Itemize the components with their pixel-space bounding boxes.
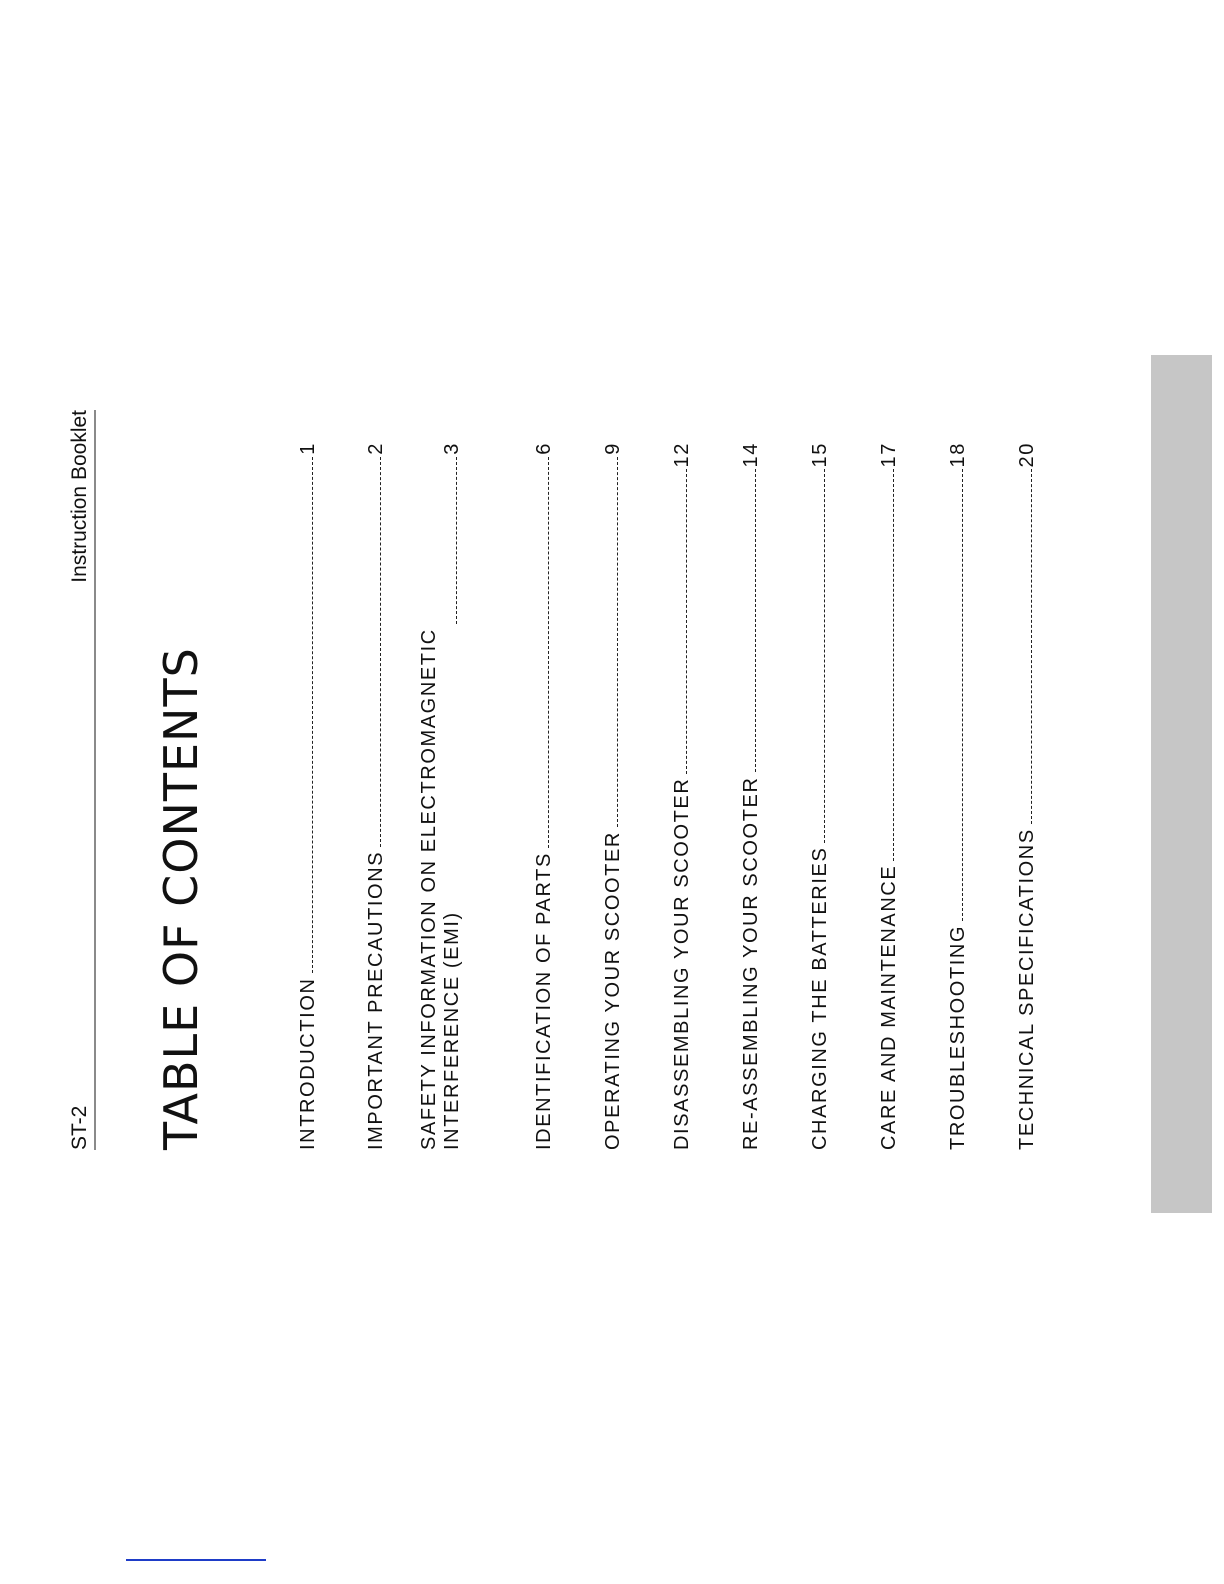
bottom-rule bbox=[126, 1559, 266, 1561]
toc-entry-troubleshooting[interactable] bbox=[910, 442, 970, 1150]
header-doc-title: Instruction Booklet bbox=[68, 410, 91, 583]
toc-entry-page: 14 bbox=[740, 442, 762, 468]
toc-entry-page: 17 bbox=[878, 442, 900, 468]
toc-entry-label: CHARGING THE BATTERIES bbox=[809, 846, 831, 1150]
toc-entry-charging[interactable] bbox=[772, 442, 832, 1150]
toc-entry-page: 20 bbox=[1016, 442, 1038, 468]
side-bar-highlight bbox=[1146, 355, 1151, 1213]
toc-entry-label: OPERATING YOUR SCOOTER bbox=[602, 831, 624, 1150]
dotted-leader bbox=[548, 457, 549, 848]
toc-entry-page: 9 bbox=[602, 442, 624, 455]
toc-entry-label: TROUBLESHOOTING bbox=[947, 924, 969, 1150]
gray-side-bar bbox=[1146, 355, 1212, 1213]
toc-entry-emi[interactable] bbox=[404, 442, 464, 1150]
toc-entry-label: IMPORTANT PRECAUTIONS bbox=[365, 850, 387, 1150]
toc-entry-page: 1 bbox=[297, 442, 319, 455]
rotated-page bbox=[62, 410, 1062, 1150]
toc-entry-label: SAFETY INFORMATION ON ELECTROMAGNETIC bbox=[418, 628, 440, 1150]
toc-entry-introduction[interactable] bbox=[260, 442, 320, 1150]
toc-entry-care[interactable] bbox=[841, 442, 901, 1150]
toc-entry-label: INTRODUCTION bbox=[297, 977, 319, 1150]
toc-entry-label: DISASSEMBLING YOUR SCOOTER bbox=[671, 777, 693, 1150]
page-title: TABLE OF CONTENTS bbox=[154, 647, 208, 1150]
toc-entry-page: 18 bbox=[947, 442, 969, 468]
toc-entry-label: RE-ASSEMBLING YOUR SCOOTER bbox=[740, 776, 762, 1150]
dotted-leader bbox=[312, 457, 313, 974]
dotted-leader bbox=[962, 469, 963, 920]
page-header bbox=[68, 410, 96, 1150]
toc-entry-specifications[interactable] bbox=[979, 442, 1039, 1150]
dotted-leader bbox=[456, 457, 457, 624]
toc-entry-label: IDENTIFICATION OF PARTS bbox=[533, 852, 555, 1150]
dotted-leader bbox=[824, 469, 825, 842]
toc-entry-label: CARE AND MAINTENANCE bbox=[878, 864, 900, 1150]
dotted-leader bbox=[380, 457, 381, 847]
dotted-leader bbox=[755, 469, 756, 772]
header-doc-code: ST-2 bbox=[68, 1105, 91, 1150]
toc-entry-precautions[interactable] bbox=[328, 442, 388, 1150]
dotted-leader bbox=[617, 457, 618, 827]
dotted-leader bbox=[1031, 469, 1032, 824]
dotted-leader bbox=[686, 469, 687, 773]
toc-entry-page: 15 bbox=[809, 442, 831, 468]
toc-entry-reassembling[interactable] bbox=[703, 442, 763, 1150]
toc-entry-page: 2 bbox=[365, 442, 387, 455]
toc-entry-page: 6 bbox=[533, 442, 555, 455]
dotted-leader bbox=[893, 469, 894, 860]
toc-entry-parts[interactable] bbox=[496, 442, 556, 1150]
toc-entry-page: 12 bbox=[671, 442, 693, 468]
toc-entry-label: TECHNICAL SPECIFICATIONS bbox=[1016, 828, 1038, 1150]
toc-entry-disassembling[interactable] bbox=[634, 442, 694, 1150]
toc-entry-operating[interactable] bbox=[565, 442, 625, 1150]
toc-entry-page: 3 bbox=[441, 442, 463, 455]
toc-entry-label-line2: INTERFERENCE (EMI) bbox=[441, 911, 463, 1150]
